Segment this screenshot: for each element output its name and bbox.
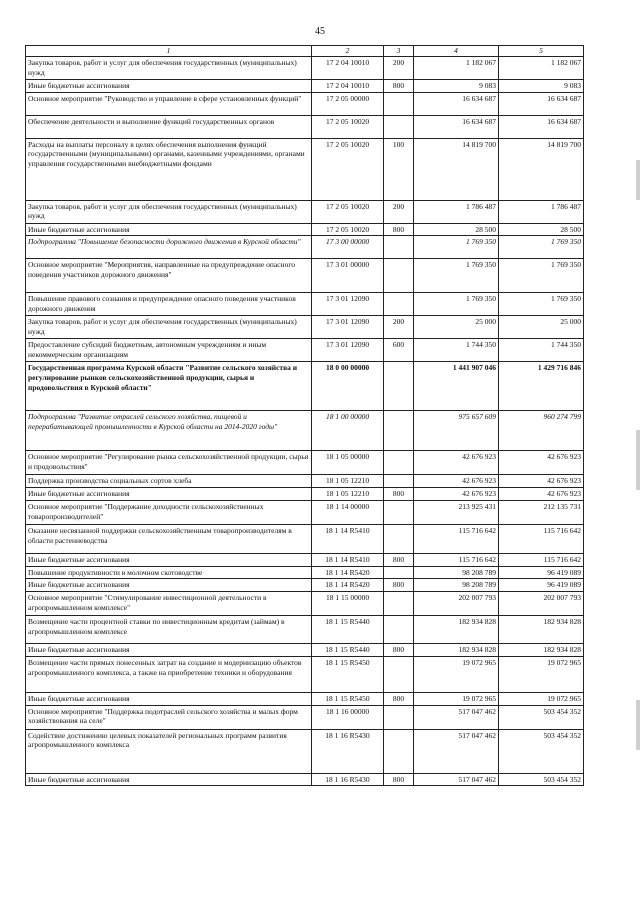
row-value-2-cell: 182 934 828	[499, 644, 584, 657]
row-name-cell: Основное мероприятие "Регулирование рынка сельскохозяйственной продукции, сырья и продовольствия"	[26, 451, 312, 475]
row-value-2-cell: 202 007 793	[499, 592, 584, 616]
row-name-cell: Иные бюджетные ассигнования	[26, 692, 312, 705]
row-value-2-cell: 1 769 350	[499, 236, 584, 259]
row-code-cell: 17 3 01 12090	[312, 339, 384, 362]
row-name-cell: Закупка товаров, работ и услуг для обеспечения государственных (муниципальных) нужд	[26, 200, 312, 223]
row-value-2-cell: 503 454 352	[499, 729, 584, 773]
row-value-2-cell: 19 072 965	[499, 656, 584, 692]
table-row	[26, 705, 584, 729]
col-header-4: 4	[414, 46, 499, 57]
row-value-2-cell: 1 769 350	[499, 293, 584, 316]
row-value-2-cell: 14 819 700	[499, 138, 584, 200]
row-type-cell	[384, 259, 414, 293]
row-value-1-cell: 517 047 462	[414, 729, 499, 773]
row-code-cell: 18 1 14 00000	[312, 500, 384, 524]
table-row	[26, 616, 584, 644]
row-name-cell: Возмещение части процентной ставки по инвестиционным кредитам (займам) в агропромышленном комплексе	[26, 616, 312, 644]
row-type-cell: 800	[384, 79, 414, 92]
row-type-cell	[384, 705, 414, 729]
row-type-cell	[384, 451, 414, 475]
row-value-1-cell: 42 676 923	[414, 451, 499, 475]
row-value-1-cell: 16 634 687	[414, 92, 499, 115]
row-code-cell: 18 1 05 12210	[312, 475, 384, 488]
row-type-cell	[384, 475, 414, 488]
row-name-cell: Оказание несвязанной поддержки сельскохозяйственным товаропроизводителям в области растениеводства	[26, 524, 312, 553]
row-type-cell: 800	[384, 644, 414, 657]
row-name-cell: Расходы на выплаты персоналу в целях обеспечения выполнения функций государственными (муниципальными) органами, казенными учреждениями, органами управления государственными внебюджетными фондами	[26, 138, 312, 200]
row-code-cell: 18 1 14 R5410	[312, 524, 384, 553]
row-value-1-cell: 1 769 350	[414, 236, 499, 259]
table-row	[26, 592, 584, 616]
row-value-2-cell: 1 744 350	[499, 339, 584, 362]
table-row	[26, 259, 584, 293]
row-value-2-cell: 1 429 716 846	[499, 362, 584, 411]
row-code-cell: 18 1 15 R5450	[312, 656, 384, 692]
row-code-cell: 18 1 14 R5420	[312, 566, 384, 579]
row-type-cell	[384, 500, 414, 524]
row-name-cell: Основное мероприятие "Поддержка подотраслей сельского хозяйства и малых форм хозяйствования на селе"	[26, 705, 312, 729]
row-code-cell: 17 2 04 10010	[312, 79, 384, 92]
row-name-cell: Иные бюджетные ассигнования	[26, 223, 312, 236]
row-name-cell: Подпрограмма "Развитие отраслей сельского хозяйства, пищевой и перерабатывающей промышленности в Курской области на 2014-2020 годы"	[26, 411, 312, 451]
row-value-1-cell: 1 786 487	[414, 200, 499, 223]
row-code-cell: 18 1 16 R5430	[312, 729, 384, 773]
row-name-cell: Иные бюджетные ассигнования	[26, 553, 312, 566]
row-value-1-cell: 1 769 350	[414, 259, 499, 293]
row-value-2-cell: 1 786 487	[499, 200, 584, 223]
table-row	[26, 488, 584, 501]
row-name-cell: Основное мероприятие "Стимулирование инвестиционной деятельности в агропромышленном комплексе"	[26, 592, 312, 616]
row-code-cell: 17 2 04 10010	[312, 56, 384, 79]
row-value-1-cell: 1 744 350	[414, 339, 499, 362]
row-value-1-cell: 517 047 462	[414, 705, 499, 729]
row-value-1-cell: 517 047 462	[414, 773, 499, 786]
row-name-cell: Закупка товаров, работ и услуг для обеспечения государственных (муниципальных) нужд	[26, 56, 312, 79]
row-name-cell: Предоставление субсидий бюджетным, автономным учреждениям и иным некоммерческим организациям	[26, 339, 312, 362]
row-value-1-cell: 19 072 965	[414, 656, 499, 692]
row-code-cell: 18 1 16 R5430	[312, 773, 384, 786]
table-row	[26, 451, 584, 475]
row-code-cell: 18 1 14 R5410	[312, 553, 384, 566]
row-value-2-cell: 96 419 089	[499, 579, 584, 592]
row-type-cell: 600	[384, 339, 414, 362]
table-row	[26, 223, 584, 236]
row-value-1-cell: 25 000	[414, 316, 499, 339]
row-value-2-cell: 42 676 923	[499, 488, 584, 501]
table-row	[26, 656, 584, 692]
row-value-2-cell: 182 934 828	[499, 616, 584, 644]
row-code-cell: 18 1 15 R5450	[312, 692, 384, 705]
row-code-cell: 18 1 05 12210	[312, 488, 384, 501]
row-name-cell: Повышение правового сознания и предупреждение опасного поведения участников дорожного движения	[26, 293, 312, 316]
row-code-cell: 17 2 05 10020	[312, 138, 384, 200]
row-value-1-cell: 202 007 793	[414, 592, 499, 616]
row-type-cell	[384, 236, 414, 259]
row-value-2-cell: 212 135 731	[499, 500, 584, 524]
row-name-cell: Основное мероприятие "Руководство и управление в сфере установленных функций"	[26, 92, 312, 115]
row-name-cell: Основное мероприятие "Поддержание доходности сельскохозяйственных товаропроизводителей"	[26, 500, 312, 524]
row-type-cell: 200	[384, 316, 414, 339]
row-name-cell: Государственная программа Курской области "Развитие сельского хозяйства и регулирование рынков сельскохозяйственной продукции, сырья и продовольствия в Курской области"	[26, 362, 312, 411]
table-row	[26, 56, 584, 79]
page-number: 45	[315, 26, 325, 37]
row-value-1-cell: 1 769 350	[414, 293, 499, 316]
table-row	[26, 500, 584, 524]
row-value-1-cell: 19 072 965	[414, 692, 499, 705]
row-value-1-cell: 42 676 923	[414, 488, 499, 501]
col-header-1: 1	[26, 46, 312, 57]
table-row	[26, 644, 584, 657]
row-name-cell: Закупка товаров, работ и услуг для обеспечения государственных (муниципальных) нужд	[26, 316, 312, 339]
row-code-cell: 18 1 16 00000	[312, 705, 384, 729]
table-row	[26, 729, 584, 773]
row-type-cell: 800	[384, 223, 414, 236]
row-value-2-cell: 503 454 352	[499, 773, 584, 786]
row-code-cell: 17 2 05 10020	[312, 200, 384, 223]
row-value-2-cell: 16 634 687	[499, 92, 584, 115]
row-value-1-cell: 975 657 609	[414, 411, 499, 451]
row-value-2-cell: 115 716 642	[499, 524, 584, 553]
row-type-cell	[384, 566, 414, 579]
table-row	[26, 339, 584, 362]
row-name-cell: Подпрограмма "Повышение безопасности дорожного движения в Курской области"	[26, 236, 312, 259]
row-value-1-cell: 182 934 828	[414, 616, 499, 644]
table-row	[26, 553, 584, 566]
row-type-cell: 800	[384, 579, 414, 592]
row-code-cell: 17 3 01 00000	[312, 259, 384, 293]
row-code-cell: 18 0 00 00000	[312, 362, 384, 411]
row-value-2-cell: 960 274 799	[499, 411, 584, 451]
scan-edge-mark	[636, 700, 640, 750]
table-row	[26, 411, 584, 451]
row-type-cell: 800	[384, 553, 414, 566]
row-type-cell	[384, 656, 414, 692]
row-code-cell: 18 1 15 R5440	[312, 644, 384, 657]
row-type-cell	[384, 115, 414, 138]
row-value-1-cell: 9 083	[414, 79, 499, 92]
table-row	[26, 115, 584, 138]
row-name-cell: Иные бюджетные ассигнования	[26, 579, 312, 592]
row-value-2-cell: 16 634 687	[499, 115, 584, 138]
row-value-1-cell: 98 208 789	[414, 579, 499, 592]
row-name-cell: Иные бюджетные ассигнования	[26, 773, 312, 786]
row-type-cell: 800	[384, 773, 414, 786]
table-row	[26, 92, 584, 115]
row-code-cell: 17 3 01 12090	[312, 316, 384, 339]
row-type-cell: 800	[384, 692, 414, 705]
scan-edge-mark	[636, 160, 640, 200]
row-type-cell: 200	[384, 56, 414, 79]
row-value-1-cell: 1 182 067	[414, 56, 499, 79]
table-row	[26, 362, 584, 411]
row-value-1-cell: 213 925 431	[414, 500, 499, 524]
row-type-cell: 800	[384, 488, 414, 501]
table-row	[26, 79, 584, 92]
row-value-1-cell: 115 716 642	[414, 553, 499, 566]
row-value-2-cell: 42 676 923	[499, 451, 584, 475]
row-type-cell	[384, 616, 414, 644]
table-row	[26, 692, 584, 705]
row-name-cell: Возмещение части прямых понесенных затрат на создание и модернизацию объектов агропромышленного комплекса, а также на приобретение техники и оборудования	[26, 656, 312, 692]
row-name-cell: Иные бюджетные ассигнования	[26, 79, 312, 92]
row-type-cell: 200	[384, 200, 414, 223]
row-name-cell: Содействие достижению целевых показателей региональных программ развития агропромышленного комплекса	[26, 729, 312, 773]
table-row	[26, 200, 584, 223]
table-row	[26, 236, 584, 259]
row-value-1-cell: 98 208 789	[414, 566, 499, 579]
row-name-cell: Основное мероприятие "Мероприятия, направленные на предупреждение опасного поведения участников дорожного движения"	[26, 259, 312, 293]
row-code-cell: 17 2 05 10020	[312, 115, 384, 138]
row-value-2-cell: 96 419 089	[499, 566, 584, 579]
row-type-cell: 100	[384, 138, 414, 200]
col-header-3: 3	[384, 46, 414, 57]
row-value-2-cell: 115 716 642	[499, 553, 584, 566]
row-code-cell: 18 1 14 R5420	[312, 579, 384, 592]
row-value-2-cell: 28 500	[499, 223, 584, 236]
row-value-2-cell: 9 083	[499, 79, 584, 92]
row-type-cell	[384, 92, 414, 115]
table-row	[26, 138, 584, 200]
row-type-cell	[384, 729, 414, 773]
column-number-row	[26, 46, 584, 57]
row-type-cell	[384, 411, 414, 451]
row-value-1-cell: 16 634 687	[414, 115, 499, 138]
table-row	[26, 566, 584, 579]
col-header-2: 2	[312, 46, 384, 57]
row-type-cell	[384, 362, 414, 411]
row-name-cell: Обеспечение деятельности и выполнение функций государственных органов	[26, 115, 312, 138]
table-row	[26, 773, 584, 786]
row-value-2-cell: 1 182 067	[499, 56, 584, 79]
row-name-cell: Поддержка производства социальных сортов хлеба	[26, 475, 312, 488]
row-name-cell: Иные бюджетные ассигнования	[26, 488, 312, 501]
budget-table	[25, 45, 584, 786]
row-code-cell: 17 2 05 10020	[312, 223, 384, 236]
row-code-cell: 18 1 15 R5440	[312, 616, 384, 644]
table-row	[26, 316, 584, 339]
row-code-cell: 18 1 00 00000	[312, 411, 384, 451]
row-value-2-cell: 1 769 350	[499, 259, 584, 293]
col-header-5: 5	[499, 46, 584, 57]
row-value-2-cell: 19 072 965	[499, 692, 584, 705]
row-code-cell: 17 3 01 12090	[312, 293, 384, 316]
row-value-1-cell: 182 934 828	[414, 644, 499, 657]
row-value-2-cell: 503 454 352	[499, 705, 584, 729]
table-row	[26, 524, 584, 553]
row-value-1-cell: 28 500	[414, 223, 499, 236]
row-value-1-cell: 42 676 923	[414, 475, 499, 488]
row-value-1-cell: 14 819 700	[414, 138, 499, 200]
row-name-cell: Повышение продуктивности в молочном скотоводстве	[26, 566, 312, 579]
row-code-cell: 17 2 05 00000	[312, 92, 384, 115]
row-value-2-cell: 42 676 923	[499, 475, 584, 488]
row-code-cell: 18 1 15 00000	[312, 592, 384, 616]
table-row	[26, 293, 584, 316]
row-value-1-cell: 1 441 907 046	[414, 362, 499, 411]
row-code-cell: 17 3 00 00000	[312, 236, 384, 259]
row-type-cell	[384, 592, 414, 616]
scan-edge-mark	[636, 430, 640, 490]
table-row	[26, 579, 584, 592]
row-value-2-cell: 25 000	[499, 316, 584, 339]
row-type-cell	[384, 293, 414, 316]
table-row	[26, 475, 584, 488]
row-name-cell: Иные бюджетные ассигнования	[26, 644, 312, 657]
row-code-cell: 18 1 05 00000	[312, 451, 384, 475]
row-type-cell	[384, 524, 414, 553]
row-value-1-cell: 115 716 642	[414, 524, 499, 553]
